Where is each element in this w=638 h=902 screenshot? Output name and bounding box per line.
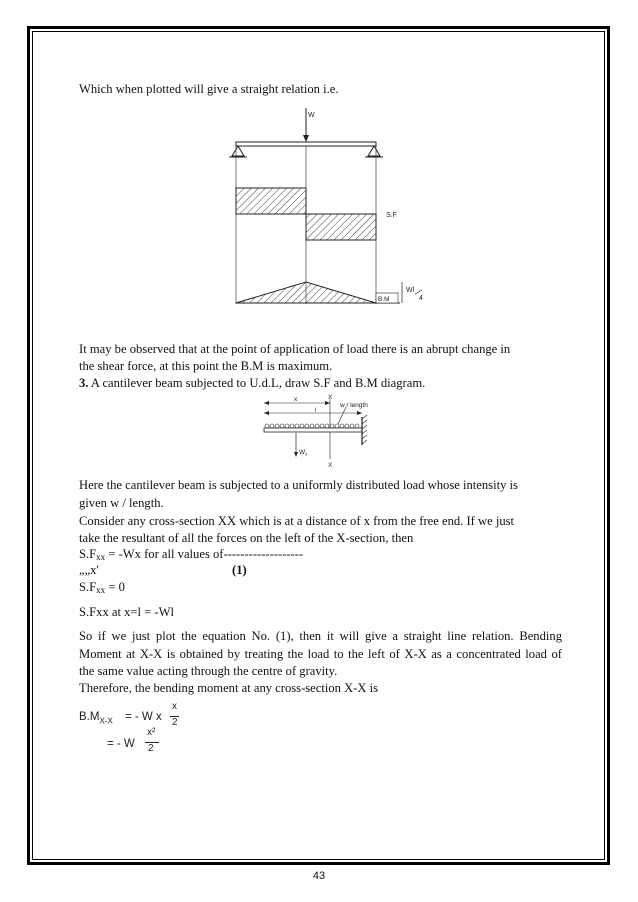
page-number: 43 [312,870,326,882]
bm-value-den: 4 [419,295,423,302]
cantilever-beam [264,428,362,432]
x-label: x [294,396,298,403]
sf-positive-block [236,188,306,214]
text-line-1: Which when plotted will give a straight relation i.e. [79,82,339,96]
text-line-10: „„x' [79,563,99,577]
figure-cantilever-udl [258,393,386,471]
text-line-7: Consider any cross-section XX which is at a distance of x from the free end. If we just [79,514,515,528]
item-text: A cantilever beam subjected to U.d.L, draw S.F and B.M diagram. [90,376,426,390]
load-intensity-label: w / length [340,402,368,409]
left-support [232,146,244,156]
sf-label: S.F [386,212,397,219]
equation-number: (1) [232,563,247,577]
text-line-15: the same value acting through the centre of gravity. [79,664,338,678]
text-line-9: $S.F_{xx} = -Wx$ for all values of------------------- [79,547,304,562]
text-line-11: $S.F_{xx} = 0$ [79,580,125,595]
right-support [368,146,380,156]
beam [236,142,376,146]
text-line-14: Moment at X-X is obtained by treating the load to the left of X-X as a concentrated load of [79,647,562,661]
x-section-bottom-label: X [328,462,333,469]
bm-triangle [236,282,376,303]
text-line-2: It may be observed that at the point of application of load there is an abrupt change in [79,342,511,356]
l-label: l [315,407,317,414]
text-line-6: given w / length. [79,496,164,510]
figure-simply-supported-beam [222,104,432,309]
bm-value-num: Wl [406,287,415,294]
sf-negative-block [306,214,376,240]
load-label: W [308,112,315,119]
item-number: 3. [79,376,89,390]
x-section-top-label: X [328,394,333,401]
text-line-3: the shear force, at this point the B.M is maximum. [79,359,333,373]
text-line-8: take the resultant of all the forces on the left of the X-section, then [79,531,414,545]
text-line-5: Here the cantilever beam is subjected to a uniformly distributed load whose intensity is [79,478,518,492]
text-line-12: S.Fxx at x=l = -Wl [79,605,175,619]
bm-label: B.M [378,296,390,303]
udl-loops [265,424,359,428]
resultant-label: $W_x$ [299,449,308,457]
text-line-16: Therefore, the bending moment at any cross-section X-X is [79,681,379,695]
text-line-13: So if we just plot the equation No. (1), then it will give a straight line relation. Bending [79,629,562,643]
text-line-4 [79,376,425,391]
